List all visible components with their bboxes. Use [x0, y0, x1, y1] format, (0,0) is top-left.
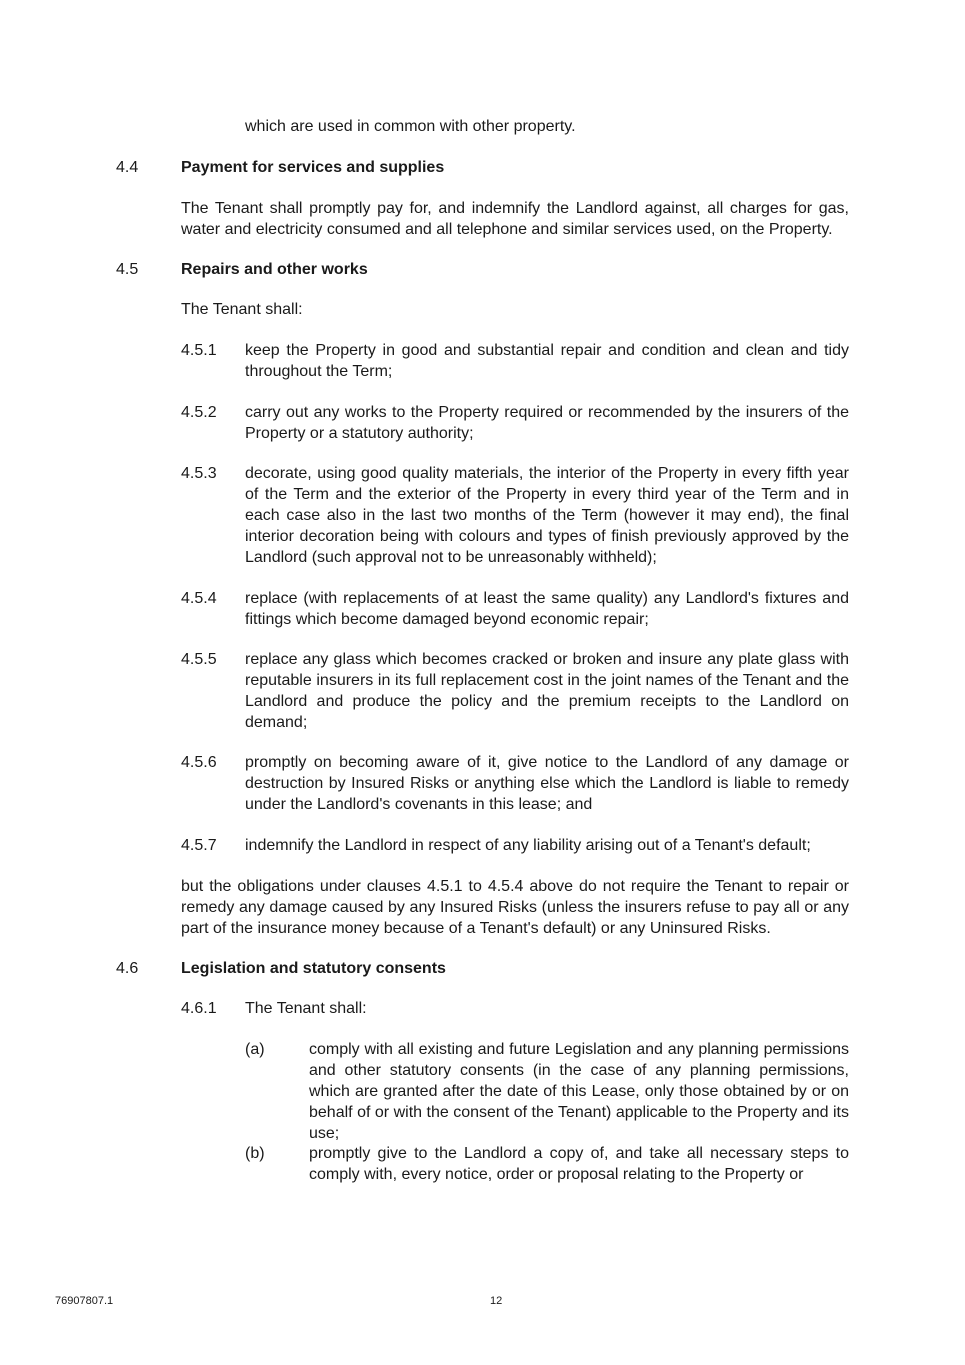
document-reference: 76907807.1 [55, 1295, 114, 1307]
subclause-text: indemnify the Landlord in respect of any liability arising out of a Tenant's default; [245, 837, 811, 854]
subclause-number: 4.5.2 [181, 404, 217, 421]
subclause-number: 4.5.1 [181, 342, 217, 359]
page-number: 12 [490, 1295, 503, 1307]
subclause-text: keep the Property in good and substantial repair and condition and clean and tidy throughout the Term; [245, 342, 849, 380]
clause-heading: Legislation and statutory consents [181, 960, 446, 977]
paragraph-text: comply with all existing and future Legislation and any planning permissions and other statutory consents (in the case of any planning permissions, which are granted after the date of this Lease, only those obtained by or on behalf of or with the consent of the Tenant) applicable to the Property and its use; [309, 1041, 849, 1142]
paragraph-label: (a) [245, 1041, 265, 1058]
clause-body: The Tenant shall promptly pay for, and indemnify the Landlord against, all charges for gas, water and electricity consumed and all telephone and similar services used, on the Property. [181, 200, 849, 238]
paragraph-text: promptly give to the Landlord a copy of, and take all necessary steps to comply with, every notice, order or proposal relating to the Property or [309, 1145, 849, 1183]
clause-number: 4.6 [116, 960, 139, 977]
subclause-number: 4.5.5 [181, 651, 217, 668]
subclause-text: promptly on becoming aware of it, give notice to the Landlord of any damage or destruction by Insured Risks or anything else which the Landlord is liable to remedy under the Landlord's covenants in this lease; and [245, 754, 849, 813]
clause-number: 4.4 [116, 159, 139, 176]
subclause-text: carry out any works to the Property required or recommended by the insurers of the Property or a statutory authority; [245, 404, 849, 442]
clause-number: 4.5 [116, 261, 139, 278]
subclause-text: decorate, using good quality materials, the interior of the Property in every fifth year of the Term and the exterior of the Property in every third year of the Term and in each case also in the last two months of the Term (however it may end), the final interior decoration being with colours and types of finish previously approved by the Landlord (such approval not to be unreasonably withheld); [245, 465, 849, 566]
subclause-intro: The Tenant shall: [245, 1000, 367, 1017]
clause-heading: Repairs and other works [181, 261, 368, 278]
subclause-number: 4.5.3 [181, 465, 217, 482]
clause-intro: The Tenant shall: [181, 301, 303, 318]
clause-closing: but the obligations under clauses 4.5.1 to 4.5.4 above do not require the Tenant to repair or remedy any damage caused by any Insured Risks (unless the insurers refuse to pay all or any part of the insurance money because of a Tenant's default) or any Uninsured Risks. [181, 878, 849, 937]
paragraph-label: (b) [245, 1145, 265, 1162]
subclause-number: 4.6.1 [181, 1000, 217, 1017]
subclause-text: replace (with replacements of at least the same quality) any Landlord's fixtures and fittings which become damaged beyond economic repair; [245, 590, 849, 628]
clause-heading: Payment for services and supplies [181, 159, 445, 176]
subclause-text: replace any glass which becomes cracked or broken and insure any plate glass with reputable insurers in its full replacement cost in the joint names of the Tenant and the Landlord and produce the policy and the premium receipts to the Landlord on demand; [245, 651, 849, 731]
continuation-text: which are used in common with other property. [245, 118, 576, 135]
subclause-number: 4.5.6 [181, 754, 217, 771]
subclause-number: 4.5.7 [181, 837, 217, 854]
subclause-number: 4.5.4 [181, 590, 217, 607]
